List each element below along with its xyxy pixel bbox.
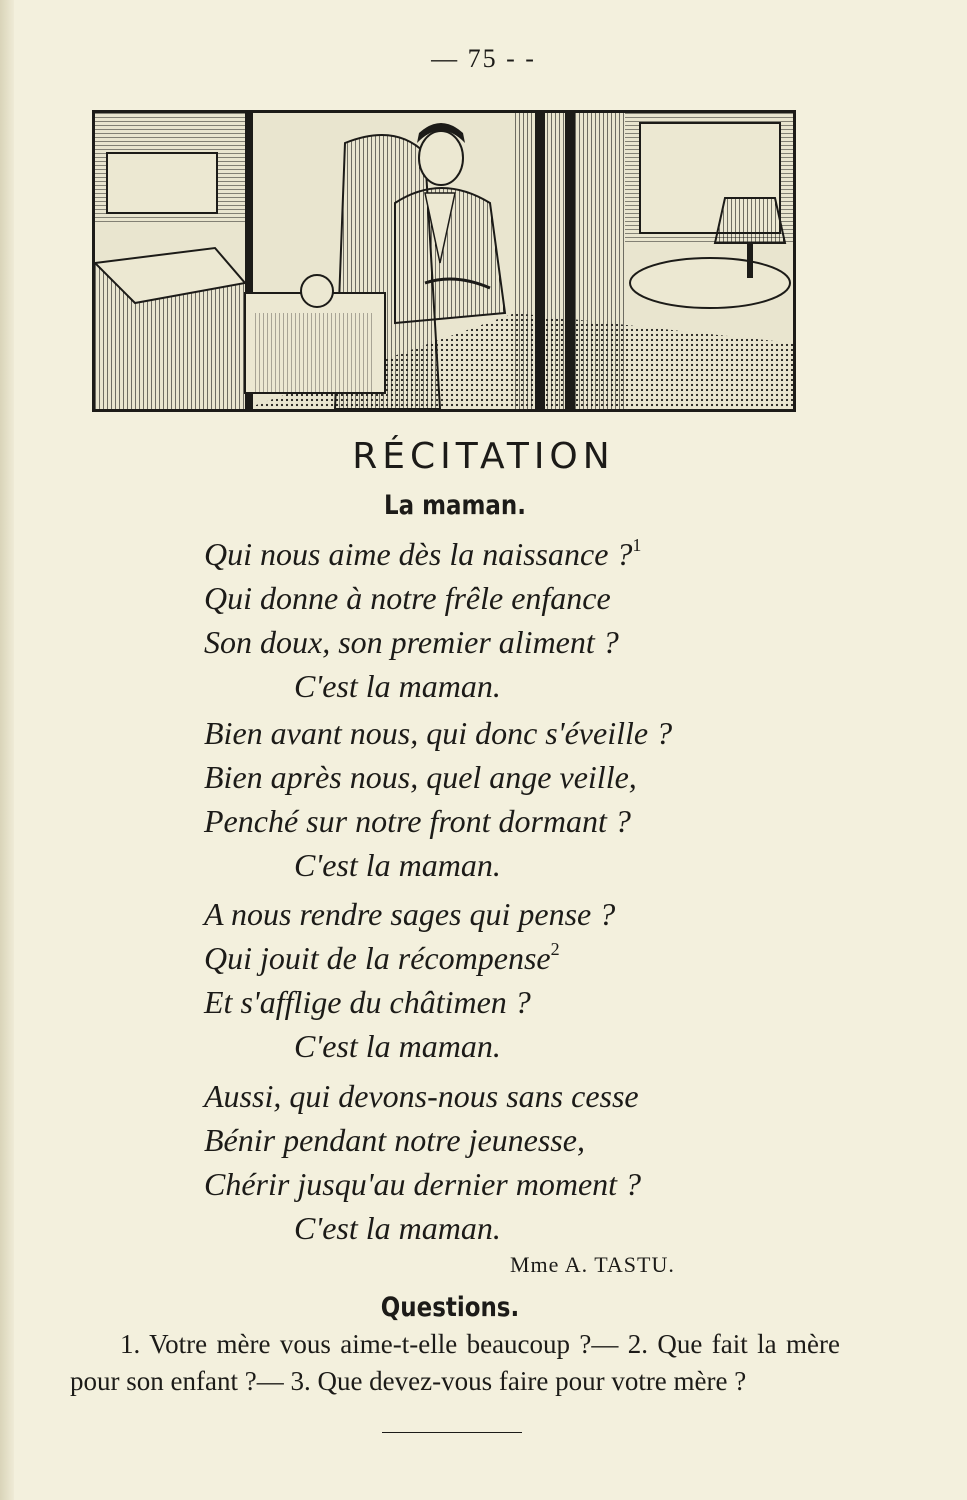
engraving-mother-baby-image	[95, 113, 793, 409]
poem-line: Bénir pendant notre jeunesse,	[204, 1122, 585, 1158]
poem-author: Mme A. TASTU.	[510, 1252, 675, 1277]
poem-line-text: Qui jouit de la récompense	[204, 940, 551, 976]
poem-refrain: C'est la maman.	[294, 668, 501, 704]
poem-refrain: C'est la maman.	[294, 1028, 501, 1064]
stanza	[204, 532, 641, 708]
questions-text: 1. Votre mère vous aime-t-elle beaucoup ?— 2. Que fait la mère pour son enfant ?— 3. Que devez-vous faire pour votre mère ?	[70, 1329, 840, 1396]
poem-line: Qui donne à notre frêle enfance	[204, 580, 611, 616]
poem-line: Chérir jusqu'au dernier moment ?	[204, 1166, 642, 1202]
poem-line	[204, 532, 641, 576]
poem-line: Penché sur notre front dormant ?	[204, 803, 631, 839]
stanza	[204, 1074, 641, 1250]
page-edge	[0, 0, 14, 1500]
end-rule	[382, 1432, 522, 1433]
poem-refrain: C'est la maman.	[294, 1210, 501, 1246]
illustration	[92, 110, 796, 412]
poem-title: La maman.	[384, 490, 526, 521]
stanza	[204, 711, 672, 887]
stanza	[204, 892, 615, 1068]
poem-line: Bien après nous, quel ange veille,	[204, 759, 637, 795]
section-heading: RÉCITATION	[352, 436, 615, 477]
poem-line: Son doux, son premier aliment ?	[204, 624, 619, 660]
poem-line	[204, 936, 615, 980]
poem-line: A nous rendre sages qui pense ?	[204, 896, 616, 932]
questions-heading: Questions.	[380, 1292, 520, 1323]
page-number: — 75 - -	[431, 44, 536, 73]
poem-line-text: Qui nous aime dès la naissance ?	[204, 536, 633, 572]
poem-line: Aussi, qui devons-nous sans cesse	[204, 1078, 639, 1114]
footnote-marker: 1	[632, 535, 642, 555]
poem-line: Bien avant nous, qui donc s'éveille ?	[204, 715, 673, 751]
footnote-marker: 2	[550, 939, 560, 959]
poem-refrain: C'est la maman.	[294, 847, 501, 883]
poem-line: Et s'afflige du châtimen ?	[204, 984, 531, 1020]
